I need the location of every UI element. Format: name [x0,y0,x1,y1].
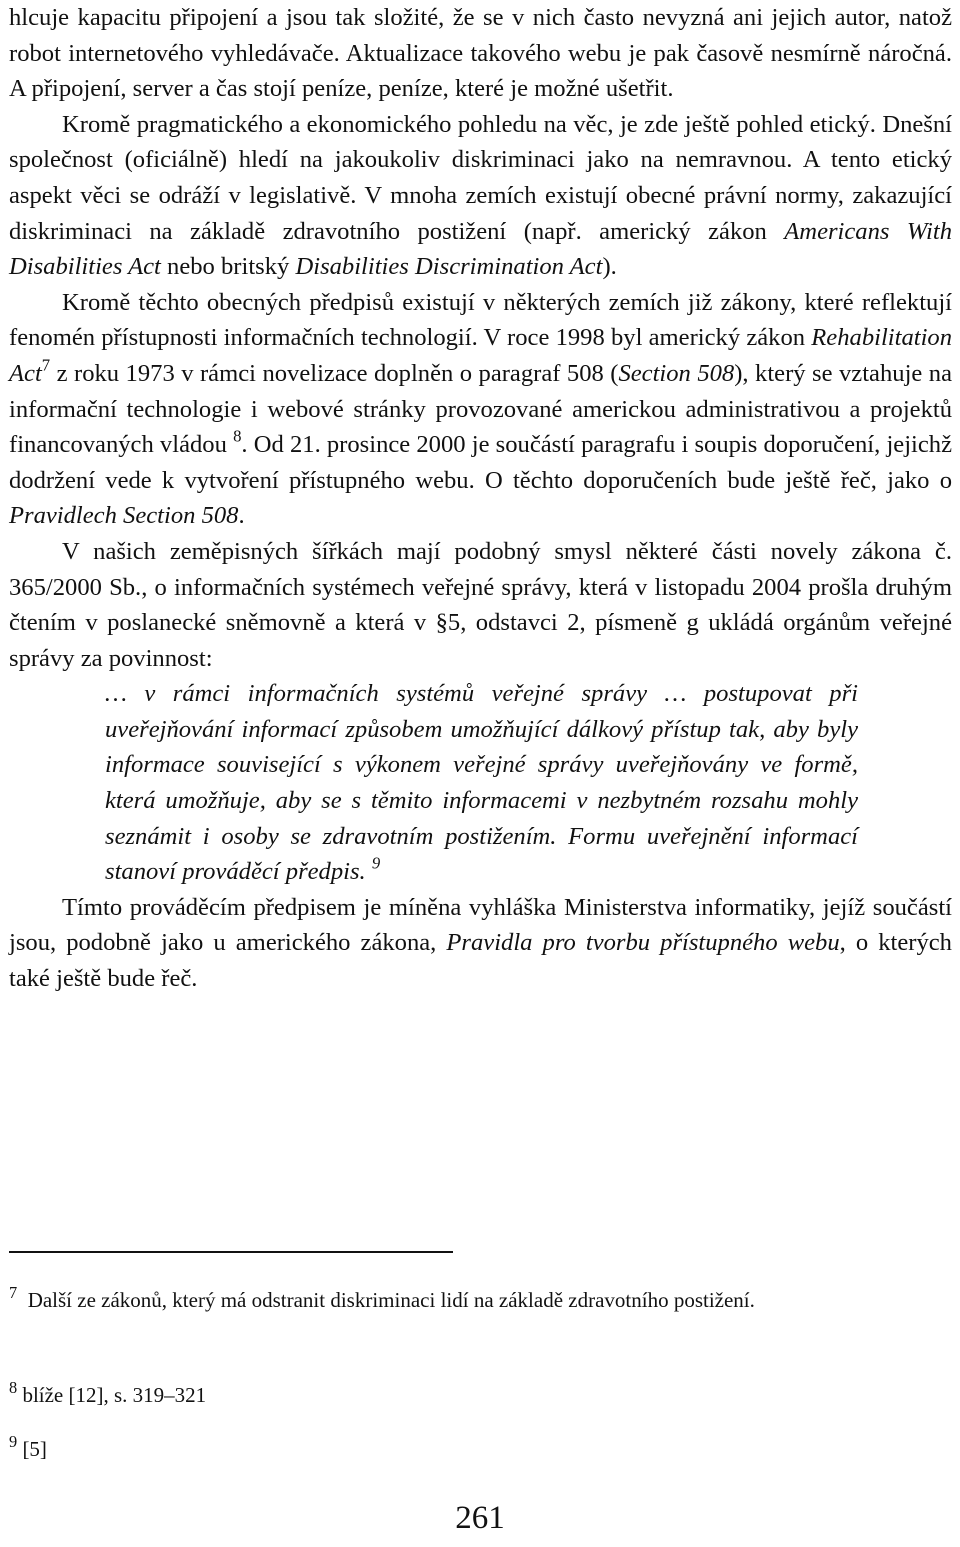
paragraph-5-text-b: , o kterých také ještě bude řeč. [9,929,952,993]
footnote-9-number: 9 [9,1432,18,1451]
paragraph-5-text-a: Tímto prováděcím předpisem je míněna vyhláška Ministerstva informatiky, jejíž součástí jsou, podobně jako u amerického zákona, [9,893,952,957]
paragraph-3-italic-section-508: Section 508 [618,359,735,387]
block-quote-text: … v rámci informačních systémů veřejné správy … postupovat při uveřejňování informací způsobem umožňující dálkový přístup tak, aby byly informace související s výkonem veřejné správy uveřejňovány ve formě, která umožňuje, aby se s těmito informacemi v nezbytném rozsahu mohly seznámit i osoby se zdravotním postižením. Formu uveřejnění informací stanoví prováděcí předpis. [105,680,858,886]
paragraph-3-text-e: . [238,502,245,530]
footnote-ref-7[interactable]: 7 [41,355,51,375]
footnote-ref-8[interactable]: 8 [233,426,242,446]
paragraph-2 [9,107,952,285]
paragraph-2-italic-ada: Americans With Disabilities Act [9,217,952,281]
footnote-7-number: 7 [9,1283,18,1302]
paragraph-3-text-b: z roku 1973 v rámci novelizace doplněn o paragraf 508 ( [50,359,619,387]
footnote-9-text: [5] [22,1437,47,1461]
paragraph-3-text-a: Kromě těchto obecných předpisů existují v některých zemích již zákony, které reflektují fenomén přístupnosti informačních technologií. V roce 1998 byl americký zákon [9,288,952,352]
block-quote [105,676,858,890]
footnote-8-number: 8 [9,1378,18,1397]
paragraph-4: V našich zeměpisných šířkách mají podobný smysl některé části novely zákona č. 365/2000 Sb., o informačních systémech veřejné správy, která v listopadu 2004 prošla druhým čtením v poslanecké sněmovně a která v §5, odstavci 2, písmeně g ukládá orgánům veřejné správy za povinnost: [9,537,952,672]
body-text [9,0,952,997]
footnote-ref-9[interactable]: 9 [371,853,381,873]
paragraph-3-text-c: ), který se vztahuje na informační technologie i webové stránky provozované americkou administrativou a projektů financovaných vládou [9,359,952,459]
footnote-7 [9,1283,952,1317]
footnote-7-text: Další ze zákonů, který má odstranit diskriminaci lidí na základě zdravotního postižení. [27,1288,755,1312]
footnote-8 [9,1378,952,1412]
footnote-9 [9,1432,952,1466]
paragraph-2-text-b: nebo britský [160,253,296,281]
footnote-8-text: blíže [12], s. 319–321 [22,1383,207,1407]
footnote-separator [9,1251,453,1253]
paragraph-3-italic-rehab-act: Rehabilitation Act [9,324,952,387]
paragraph-3-italic-pravidla: Pravidlech Section 508 [9,502,239,530]
paragraph-5 [9,890,952,997]
paragraph-3 [9,285,952,534]
page-number: 261 [455,1500,505,1536]
paragraph-2-italic-dda: Disabilities Discrimination Act [295,253,603,281]
paragraph-2-text-c: ). [602,253,617,281]
paragraph-2-text-a: Kromě pragmatického a ekonomického pohledu na věc, je zde ještě pohled etický. Dnešní společnost (oficiálně) hledí na jakoukoliv diskriminaci jako na nemravnou. A tento etický aspekt věci se odráží v legislativě. V mnoha zemích existují obecné právní normy, zakazující diskriminaci na základě zdravotního postižení (např. americký zákon [9,110,952,245]
paragraph-5-italic-pravidla: Pravidla pro tvorbu přístupného webu [446,929,840,957]
paragraph-3-text-d: . Od 21. prosince 2000 je součástí paragrafu i soupis doporučení, jejichž dodržení vede k vytvoření přístupného webu. O těchto doporučeních bude ještě řeč, jako o [9,431,952,494]
paragraph-1: hlcuje kapacitu připojení a jsou tak složité, že se v nich často nevyzná ani jejich autor, natož robot internetového vyhledávače. Aktualizace takového webu je pak časově nesmírně náročná. A připojení, server a čas stojí peníze, peníze, které je možné ušetřit. [9,4,952,103]
